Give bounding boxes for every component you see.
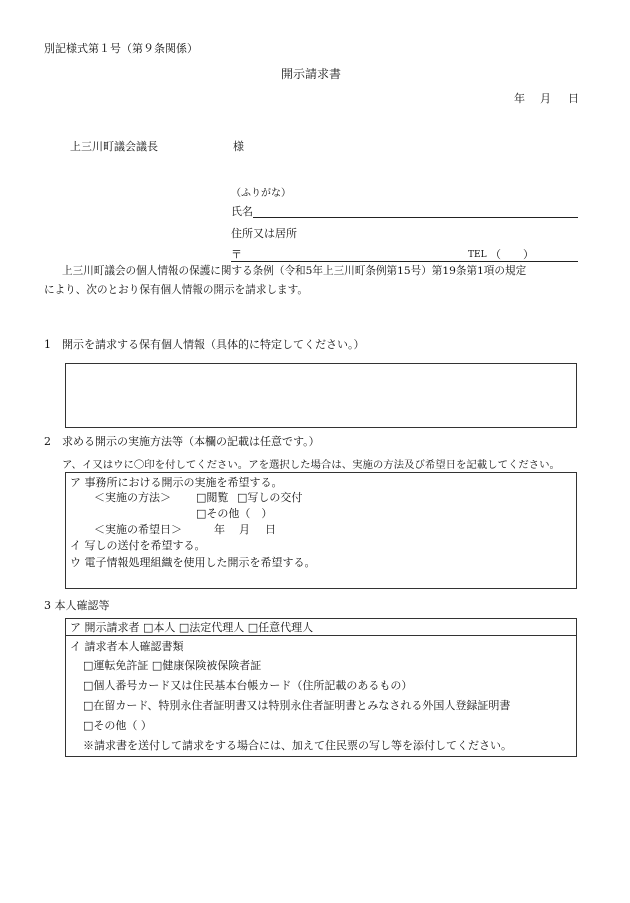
option-u-line[interactable]: ウ 電子情報処理組織を使用した開示を希望する。 xyxy=(70,556,316,569)
date-month-label: 月 xyxy=(540,92,551,105)
section2-heading: 2 求める開示の実施方法等（本欄の記載は任意です。） xyxy=(44,435,320,448)
address-label: 住所又は居所 xyxy=(231,227,297,240)
desired-date-month: 月 xyxy=(239,523,250,536)
name-label: 氏名 xyxy=(231,205,253,218)
method-label: ＜実施の方法＞ xyxy=(94,491,171,504)
date-year-label: 年 xyxy=(514,92,525,105)
desired-date-day: 日 xyxy=(265,523,276,536)
desired-date-year: 年 xyxy=(214,523,225,536)
recipient-name: 上三川町議会議長 xyxy=(70,140,158,153)
section3-divider xyxy=(66,635,576,636)
option-a-line[interactable]: ア 事務所における開示の実施を希望する。 xyxy=(70,476,283,489)
postal-mark: 〒 xyxy=(231,248,242,261)
option-i-line[interactable]: イ 写しの送付を希望する。 xyxy=(70,539,206,552)
intro-line-2: により、次のとおり保有個人情報の開示を請求します。 xyxy=(44,284,308,296)
id-doc-other[interactable]: □その他（ ） xyxy=(83,719,152,732)
page-title: 開示請求書 xyxy=(281,67,342,81)
section1-input-box[interactable] xyxy=(65,363,577,428)
address-line[interactable] xyxy=(231,261,578,262)
tel-paren: （ ） xyxy=(490,248,534,261)
section3-heading: 3 本人確認等 xyxy=(44,599,110,612)
method-option-view[interactable]: □閲覧 xyxy=(196,491,229,504)
section2-note: ア、イ又はウに〇印を付してください。アを選択した場合は、実施の方法及び希望日を記載してください。 xyxy=(62,459,560,471)
section1-heading: 1 開示を請求する保有個人情報（具体的に特定してください。） xyxy=(44,338,365,351)
date-day-label: 日 xyxy=(568,92,579,105)
desired-date-label: ＜実施の希望日＞ xyxy=(94,523,182,536)
name-line[interactable] xyxy=(253,217,578,218)
intro-line-1: 上三川町議会の個人情報の保護に関する条例（令和5年上三川町条例第15号）第19条第1項の規定 xyxy=(62,265,527,277)
tel-label: TEL xyxy=(468,250,487,260)
requester-type-line[interactable]: ア 開示請求者 □本人 □法定代理人 □任意代理人 xyxy=(70,621,314,634)
id-doc-residence-card[interactable]: □在留カード、特別永住者証明書又は特別永住者証明書とみなされる外国人登録証明書 xyxy=(83,699,511,712)
method-option-copy[interactable]: □写しの交付 xyxy=(237,491,303,504)
id-doc-note: ※請求書を送付して請求をする場合には、加えて住民票の写し等を添付してください。 xyxy=(83,739,512,752)
id-doc-mynumber[interactable]: □個人番号カード又は住民基本台帳カード（住所記載のあるもの） xyxy=(83,679,413,692)
id-doc-license[interactable]: □運転免許証 □健康保険被保険者証 xyxy=(83,659,262,672)
method-option-other[interactable]: □その他（ ） xyxy=(196,507,273,520)
id-documents-heading: イ 請求者本人確認書類 xyxy=(70,640,184,653)
form-number: 別記様式第１号（第９条関係） xyxy=(44,42,198,55)
recipient-honorific: 様 xyxy=(233,140,244,153)
furigana-label: （ふりがな） xyxy=(231,188,291,199)
